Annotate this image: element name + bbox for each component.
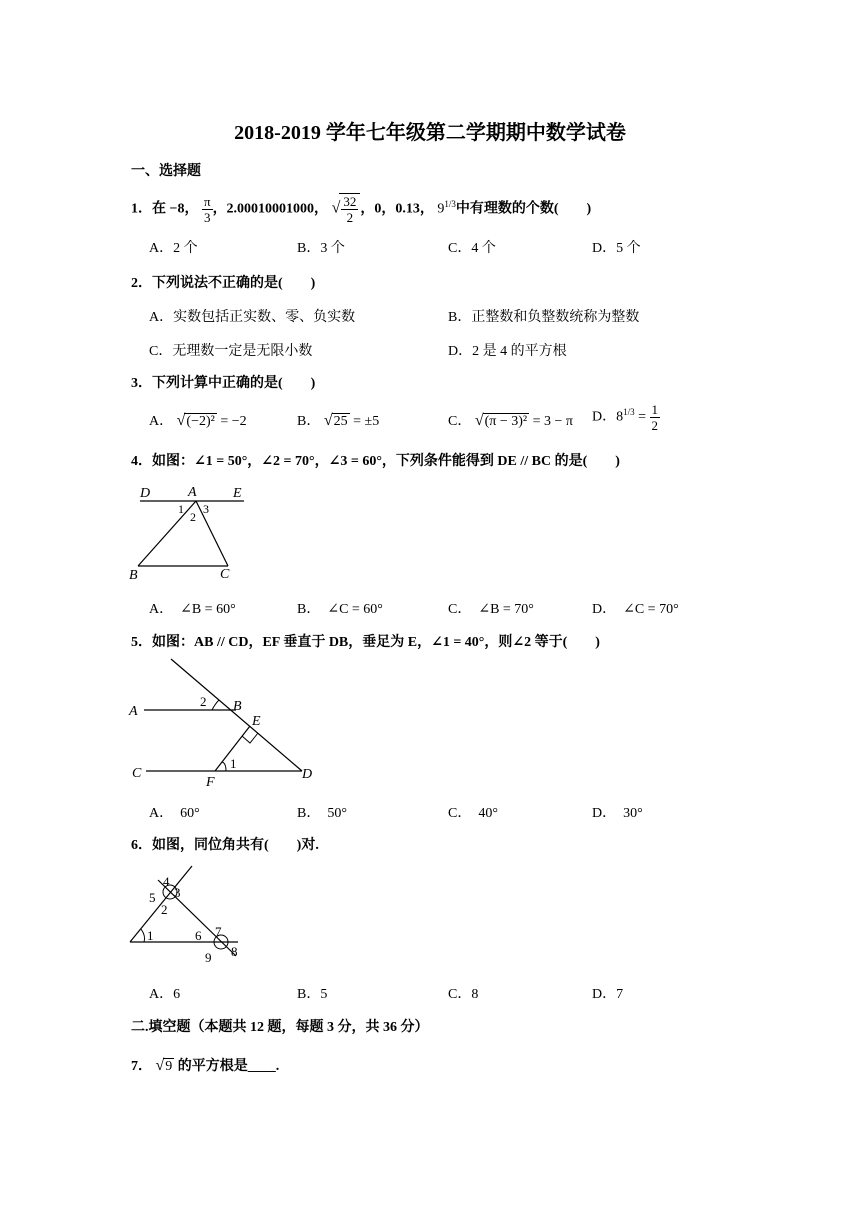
question-number: 5． — [131, 635, 152, 650]
option-b[interactable]: B． 50° — [297, 806, 347, 821]
question-text: 下列计算中正确的是( ) — [152, 376, 316, 391]
option-d[interactable]: D． 30° — [592, 806, 643, 821]
label-B: B — [129, 568, 138, 583]
option-c[interactable]: C．4 个 — [448, 241, 496, 256]
section-fill-heading: 二.填空题（本题共 12 题，每题 3 分，共 36 分） — [131, 1020, 429, 1035]
question-4 — [131, 450, 620, 470]
option-b[interactable]: B．3 个 — [297, 241, 345, 256]
angle-5-label: 5 — [149, 890, 156, 905]
angle-2-label: 2 — [190, 510, 196, 524]
option-c[interactable]: C．无理数一定是无限小数 — [149, 344, 313, 359]
question-1 — [131, 193, 591, 225]
label-D: D — [140, 486, 151, 501]
option-label: D． — [592, 409, 617, 425]
question-number: 4． — [131, 454, 152, 469]
question-text: ，0，0.13， — [360, 201, 434, 217]
sqrt-content: (π − 3)² — [484, 414, 528, 429]
section-choice-heading: 一、选择题 — [131, 164, 201, 179]
label-A: A — [188, 485, 197, 500]
option-a[interactable]: A．实数包括正实数、零、负实数 — [149, 310, 356, 325]
angle-1-label: 1 — [147, 928, 154, 943]
question-number: 2． — [131, 276, 152, 291]
power-exponent: 1/3 — [623, 407, 635, 418]
question-text: 下列说法不正确的是( ) — [152, 276, 316, 291]
angle-1-label: 1 — [230, 756, 237, 771]
sqrt-fraction — [339, 193, 360, 225]
numerator: π — [203, 194, 211, 209]
angle-9-label: 9 — [205, 950, 212, 965]
angle-4-label: 4 — [163, 874, 170, 889]
denominator: 2 — [346, 210, 354, 225]
label-D: D — [302, 767, 313, 782]
denominator: 3 — [204, 210, 211, 225]
question-number: 6． — [131, 838, 152, 853]
angle-2-label: 2 — [200, 694, 207, 709]
label-C: C — [132, 766, 142, 781]
figure-q4 — [126, 480, 266, 586]
option-c[interactable]: C．8 — [448, 987, 479, 1002]
denominator: 2 — [651, 418, 659, 433]
option-a[interactable]: A． √(−2)² = −2 — [149, 412, 247, 429]
option-label: C． — [448, 414, 472, 429]
option-label: A． — [149, 414, 174, 429]
label-A: A — [129, 704, 138, 719]
angle-2-label: 2 — [161, 902, 168, 917]
option-d[interactable]: D．5 个 — [592, 241, 641, 256]
option-c[interactable]: C． 40° — [448, 806, 498, 821]
angle-1-label: 1 — [178, 502, 184, 516]
question-text: 中有理数的个数( ) — [455, 201, 592, 217]
option-c[interactable]: C． ∠B = 70° — [448, 602, 534, 617]
label-E: E — [252, 714, 261, 729]
question-2 — [131, 272, 315, 292]
radical-sign: √ — [331, 199, 341, 217]
option-a[interactable]: A． 60° — [149, 806, 200, 821]
option-a[interactable]: A． ∠B = 60° — [149, 602, 236, 617]
option-b[interactable]: B．5 — [297, 987, 328, 1002]
page-title: 2018-2019 学年七年级第二学期期中数学试卷 — [234, 122, 626, 144]
numerator: 1 — [651, 402, 659, 417]
option-rhs: = 3 − π — [532, 414, 573, 429]
question-text: 如图：∠1 = 50°，∠2 = 70°，∠3 = 60°，下列条件能得到 DE // BC 的是( ) — [152, 454, 620, 469]
question-7 — [131, 1055, 279, 1075]
question-number: 3． — [131, 376, 152, 391]
sqrt-content: (−2)² — [186, 414, 215, 429]
angle-8-label: 8 — [231, 944, 238, 959]
question-text: 如图：AB // CD，EF 垂直于 DB，垂足为 E，∠1 = 40°，则∠2 等于( ) — [152, 635, 600, 650]
power-base: 9 — [437, 201, 445, 217]
angle-3-label: 3 — [174, 885, 181, 900]
angle-7-label: 7 — [215, 924, 222, 939]
option-b[interactable]: B． √25 = ±5 — [297, 412, 380, 429]
option-d[interactable] — [592, 402, 660, 433]
question-text: 如图，同位角共有( )对. — [152, 838, 319, 853]
label-E: E — [233, 486, 242, 501]
option-a[interactable]: A．6 — [149, 987, 181, 1002]
question-text: 的平方根是____. — [177, 1059, 280, 1074]
sqrt-content: 25 — [333, 414, 348, 429]
option-b[interactable]: B．正整数和负整数统称为整数 — [448, 310, 640, 325]
figure-q6 — [126, 862, 256, 970]
label-F: F — [206, 775, 215, 790]
option-d[interactable]: D．7 — [592, 987, 624, 1002]
question-3 — [131, 372, 315, 392]
question-6 — [131, 834, 319, 854]
option-d[interactable]: D． ∠C = 70° — [592, 602, 679, 617]
fraction-pi-over-3 — [202, 194, 213, 225]
option-c[interactable]: C． √(π − 3)² = 3 − π — [448, 412, 573, 429]
question-text: 在 −8， — [152, 201, 199, 217]
angle-3-label: 3 — [203, 502, 209, 516]
sqrt-content: 9 — [165, 1059, 173, 1074]
option-rhs: = ±5 — [353, 414, 380, 429]
option-rhs: = −2 — [220, 414, 247, 429]
option-label: B． — [297, 414, 321, 429]
power-exponent: 1/3 — [444, 199, 456, 210]
label-C: C — [220, 567, 230, 582]
question-5 — [131, 631, 600, 651]
label-B: B — [233, 699, 242, 714]
radical-sign: √ — [155, 1057, 165, 1074]
numerator: 32 — [343, 194, 357, 209]
power-base: 8 — [616, 409, 624, 425]
angle-6-label: 6 — [195, 928, 202, 943]
option-b[interactable]: B． ∠C = 60° — [297, 602, 383, 617]
option-a[interactable]: A．2 个 — [149, 241, 198, 256]
question-number: 1． — [131, 201, 152, 217]
question-text: ，2.00010001000， — [212, 201, 329, 217]
equals: = — [638, 409, 647, 425]
question-number: 7． — [131, 1059, 152, 1074]
option-d[interactable]: D．2 是 4 的平方根 — [448, 344, 567, 359]
figure-q5 — [126, 655, 326, 791]
